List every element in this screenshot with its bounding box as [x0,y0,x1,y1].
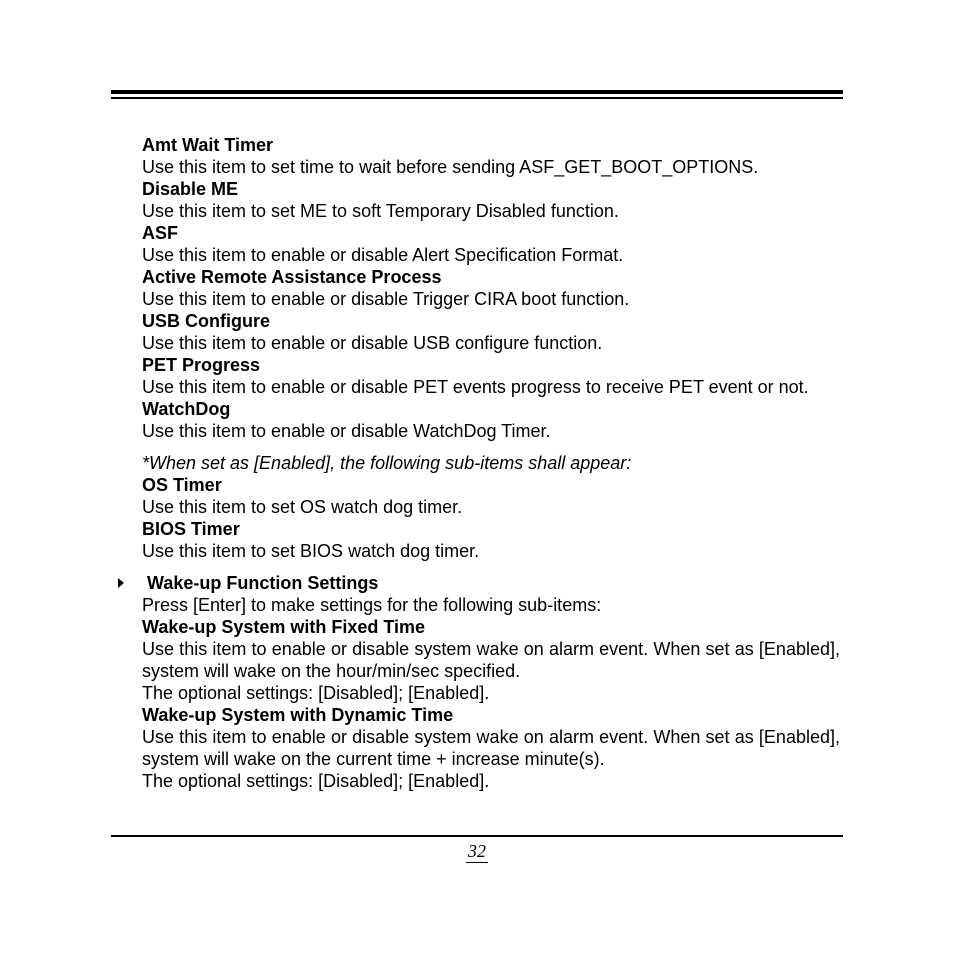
item-description: Use this item to set BIOS watch dog timer. [142,541,480,561]
section-intro: Press [Enter] to make settings for the following sub-items: [142,595,602,615]
item-description: Use this item to set time to wait before sending ASF_GET_BOOT_OPTIONS. [142,157,759,177]
subitem-os-timer [142,474,840,518]
item-amt-wait-timer [142,134,840,178]
item-description: Use this item to enable or disable WatchDog Timer. [142,421,551,441]
item-description: Use this item to enable or disable Trigger CIRA boot function. [142,289,630,309]
item-title: Amt Wait Timer [142,135,274,155]
item-watchdog [142,398,840,442]
item-disable-me [142,178,840,222]
item-title: Wake-up System with Fixed Time [142,617,426,637]
item-options: The optional settings: [Disabled]; [Enabled]. [142,771,490,791]
item-description: Use this item to enable or disable Alert Specification Format. [142,245,624,265]
item-title: Active Remote Assistance Process [142,267,442,287]
item-title: Disable ME [142,179,239,199]
item-wake-fixed-time [142,616,840,704]
item-title: OS Timer [142,475,222,495]
item-description: Use this item to enable or disable PET events progress to receive PET event or not. [142,377,809,397]
section-title: Wake-up Function Settings [147,573,379,593]
item-pet-progress [142,354,840,398]
watchdog-note: *When set as [Enabled], the following sub-items shall appear: [142,453,632,473]
page-content [142,134,840,792]
item-description: Use this item to enable or disable system wake on alarm event. When set as [Enabled], system will wake on the hour/min/sec specified. [142,639,840,681]
subitem-bios-timer [142,518,840,562]
item-wake-dynamic-time [142,704,840,792]
item-usb-configure [142,310,840,354]
item-description: Use this item to enable or disable system wake on alarm event. When set as [Enabled], system will wake on the current time + increase minute(s). [142,727,840,769]
item-title: BIOS Timer [142,519,240,539]
section-wake-up-function [142,572,840,792]
item-title: WatchDog [142,399,231,419]
page-number: 32 [468,841,486,861]
item-title: PET Progress [142,355,261,375]
triangle-bullet-icon [118,578,124,588]
item-description: Use this item to set ME to soft Temporary Disabled function. [142,201,619,221]
item-asf [142,222,840,266]
item-title: USB Configure [142,311,270,331]
item-description: Use this item to enable or disable USB configure function. [142,333,603,353]
item-options: The optional settings: [Disabled]; [Enabled]. [142,683,490,703]
item-active-remote-assistance [142,266,840,310]
footer-rule [111,835,843,837]
header-rule-thick [111,90,843,94]
header-rule-thin [111,97,843,99]
item-title: Wake-up System with Dynamic Time [142,705,454,725]
item-description: Use this item to set OS watch dog timer. [142,497,463,517]
item-title: ASF [142,223,178,243]
